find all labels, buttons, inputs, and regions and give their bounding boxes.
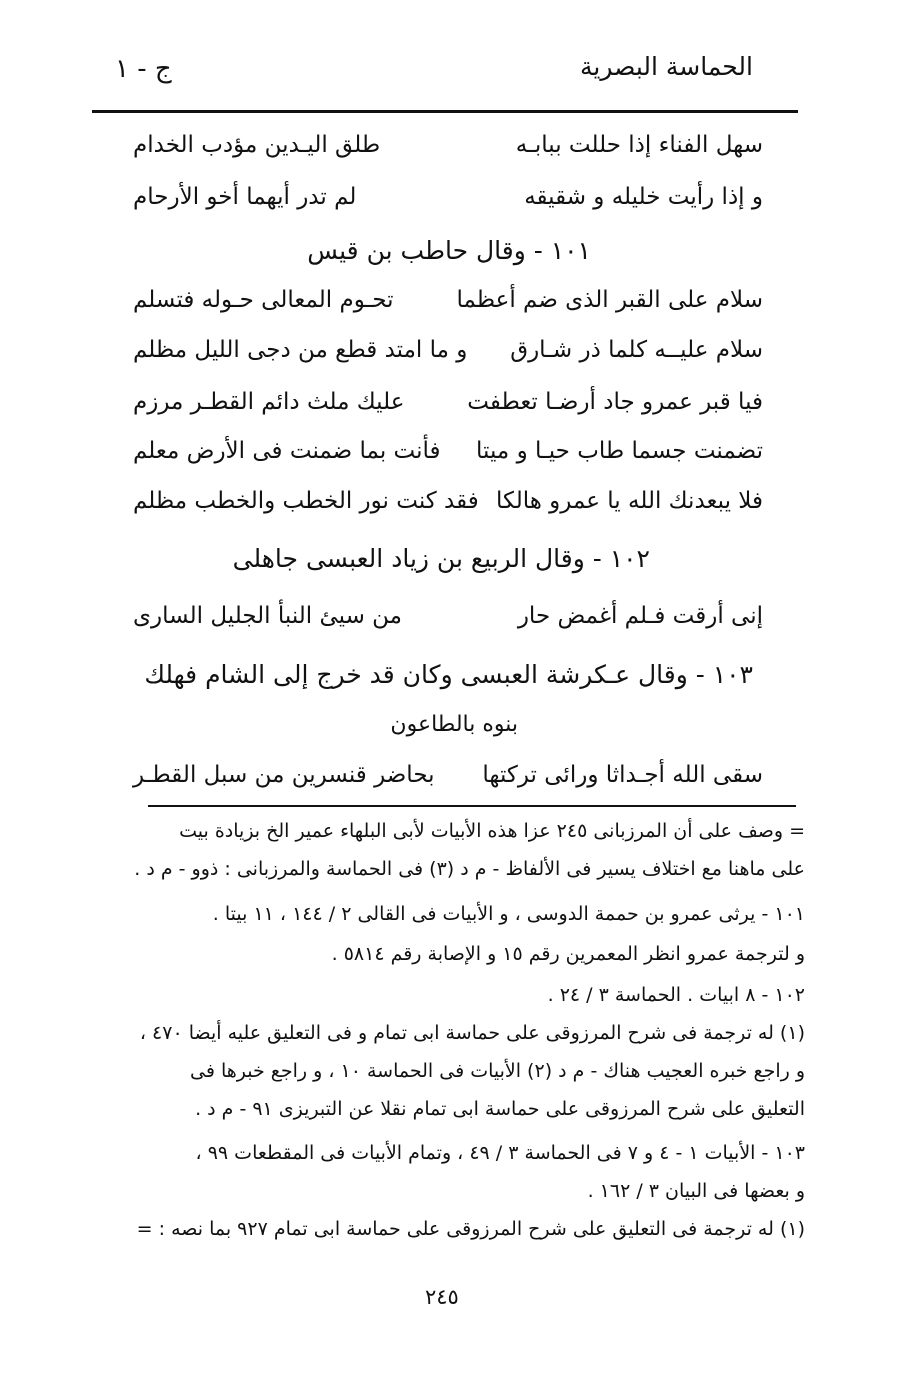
first-hemistich: فلا يبعدنك الله يا عمرو هالكا [496,488,763,514]
footnote-line: ١٠٢ - ٨ ابيات . الحماسة ٣ / ٢٤ . [547,984,805,1006]
second-hemistich: طلق اليـدين مؤدب الخدام [133,132,381,158]
poem-heading-103: ١٠٣ - وقال عـكرشة العبسى وكان قد خرج إلى الشام فهلك [144,660,753,689]
page-number: ٢٤٥ [425,1285,459,1309]
footnote-line: ١٠١ - يرثى عمرو بن حممة الدوسى ، و الأبيات فى القالى ٢ / ١٤٤ ، ١١ بيتا . [212,903,805,925]
second-hemistich: لم تدر أيهما أخو الأرحام [133,184,357,210]
verse-line [133,132,763,172]
footnote-line: (١) له ترجمة فى التعليق على شرح المرزوقى على حماسة ابى تمام ٩٢٧ بما نصه : = [136,1218,805,1240]
second-hemistich: و ما امتد قطع من دجى الليل مظلم [133,337,468,363]
first-hemistich: تضمنت جسما طاب حيـا و ميتا [476,438,763,464]
footnote-line: (١) له ترجمة فى شرح المرزوقى على حماسة ابى تمام و فى التعليق عليه أيضا ٤٧٠ ، [139,1022,805,1044]
footnote-line: ١٠٣ - الأبيات ١ - ٤ و ٧ فى الحماسة ٣ / ٤٩ ، وتمام الأبيات فى المقطعات ٩٩ ، [195,1142,805,1164]
footnote-line: على ماهنا مع اختلاف يسير فى الألفاظ - م د (٣) فى الحماسة والمرزبانى : ذوو - م د . [134,858,805,880]
footnote-line: و راجع خبره العجيب هناك - م د (٢) الأبيات فى الحماسة ١٠ ، و راجع خبرها فى [190,1060,805,1082]
verse-line [133,287,763,327]
verse-line [133,603,763,643]
second-hemistich: فأنت بما ضمنت فى الأرض معلم [133,438,441,464]
footnote-line: و بعضها فى البيان ٣ / ١٦٢ . [587,1180,805,1202]
second-hemistich: بحاضر قنسرين من سبل القطـر [133,762,435,788]
first-hemistich: و إذا رأيت خليله و شقيقه [524,184,763,210]
first-hemistich: سلام عليــه كلما ذر شـارق [510,337,763,363]
second-hemistich: من سيئ النبأ الجليل السارى [133,603,402,629]
footnote-rule [148,805,796,807]
footnote-line: التعليق على شرح المرزوقى على حماسة ابى تمام نقلا عن التبريزى ٩١ - م د . [195,1098,805,1120]
second-hemistich: فقد كنت نور الخطب والخطب مظلم [133,488,479,514]
verse-line [133,389,763,429]
verse-line [133,488,763,528]
second-hemistich: تحـوم المعالى حـوله فتسلم [133,287,394,313]
verse-line [133,762,763,802]
poem-heading-103-continued: بنوه بالطاعون [390,712,518,737]
first-hemistich: سقى الله أجـداثا ورائى تركتها [482,762,763,788]
poem-heading-102: ١٠٢ - وقال الربيع بن زياد العبسى جاهلى [232,544,650,573]
volume-label: ج - ١ [115,54,172,84]
first-hemistich: فيا قبر عمرو جاد أرضـا تعطفت [467,389,763,415]
running-title: الحماسة البصرية [579,52,753,81]
footnote-line: و لترجمة عمرو انظر المعمرين رقم ١٥ و الإصابة رقم ٥٨١٤ . [331,943,805,965]
verse-line [133,438,763,478]
poem-heading-101: ١٠١ - وقال حاطب بن قيس [307,236,591,265]
verse-line [133,337,763,377]
verse-line [133,184,763,224]
second-hemistich: عليك ملث دائم القطـر مرزم [133,389,405,415]
footnote-line: = وصف على أن المرزبانى ٢٤٥ عزا هذه الأبيات لأبى البلهاء عمير الخ بزيادة بيت [179,820,805,842]
first-hemistich: سلام على القبر الذى ضم أعظما [456,287,763,313]
first-hemistich: سهل الفناء إذا حللت ببابـه [515,132,763,158]
header-rule [92,110,798,113]
first-hemistich: إنى أرقت فـلم أغمض حار [517,603,763,629]
